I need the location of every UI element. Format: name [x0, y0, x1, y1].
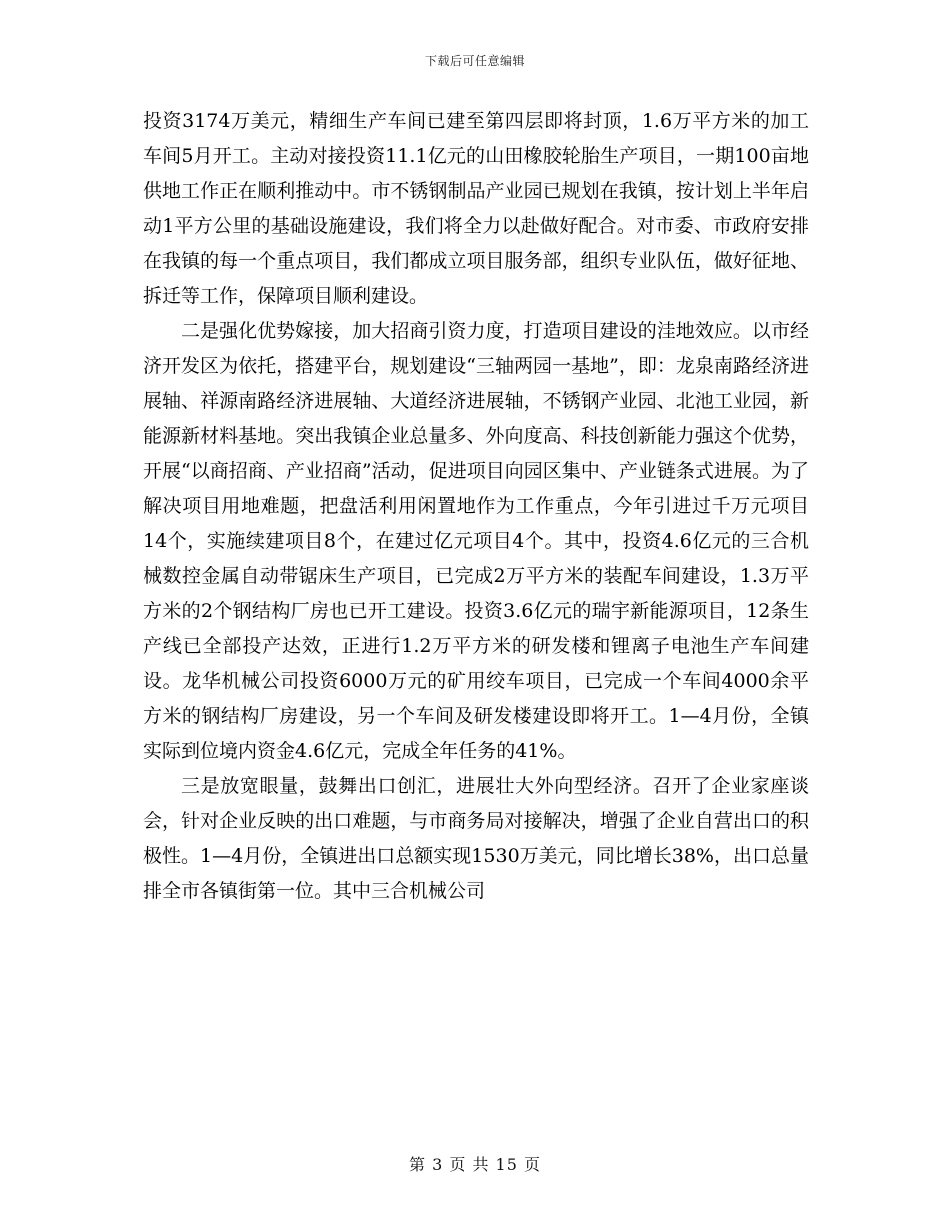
- paragraph-2: 二是强化优势嫁接，加大招商引资力度，打造项目建设的洼地效应。以市经济开发区为依托，搭建平台，规划建设“三轴两园一基地”，即：龙泉南路经济进展轴、祥源南路经济进展轴、大道经济进展轴，不锈钢产业园、北池工业园，新能源新材料基地。突出我镇企业总量多、外向度高、科技创新能力强这个优势，开展“以商招商、产业招商”活动，促进项目向园区集中、产业链条式进展。为了解决项目用地难题，把盘活利用闲置地作为工作重点，今年引进过千万元项目14个，实施续建项目8个，在建过亿元项目4个。其中，投资4.6亿元的三合机械数控金属自动带锯床生产项目，已完成2万平方米的装配车间建设，1.3万平方米的2个钢结构厂房也已开工建设。投资3.6亿元的瑞宇新能源项目，12条生产线已全部投产达效，正进行1.2万平方米的研发楼和锂离子电池生产车间建设。龙华机械公司投资6000万元的矿用绞车项目，已完成一个车间4000余平方米的钢结构厂房建设，另一个车间及研发楼建设即将开工。1—4月份，全镇实际到位境内资金4.6亿元，完成全年任务的41%。: [143, 320, 809, 762]
- page-header: 下载后可任意编辑: [424, 54, 525, 68]
- document-body: [143, 104, 809, 909]
- paragraph-1: 投资3174万美元，精细生产车间已建至第四层即将封顶，1.6万平方米的加工车间5月开工。主动对接投资11.1亿元的山田橡胶轮胎生产项目，一期100亩地供地工作正在顺利推动中。市不锈钢制品产业园已规划在我镇，按计划上半年启动1平方公里的基础设施建设，我们将全力以赴做好配合。对市委、市政府安排在我镇的每一个重点项目，我们都成立项目服务部，组织专业队伍，做好征地、拆迁等工作，保障项目顺利建设。: [143, 110, 809, 307]
- page-footer: 第 3 页 共 15 页: [409, 1155, 541, 1174]
- paragraph-3: 三是放宽眼量，鼓舞出口创汇，进展壮大外向型经济。召开了企业家座谈会，针对企业反映的出口难题，与市商务局对接解决，增强了企业自营出口的积极性。1—4月份，全镇进出口总额实现1530万美元，同比增长38%，出口总量排全市各镇街第一位。其中三合机械公司: [143, 775, 809, 902]
